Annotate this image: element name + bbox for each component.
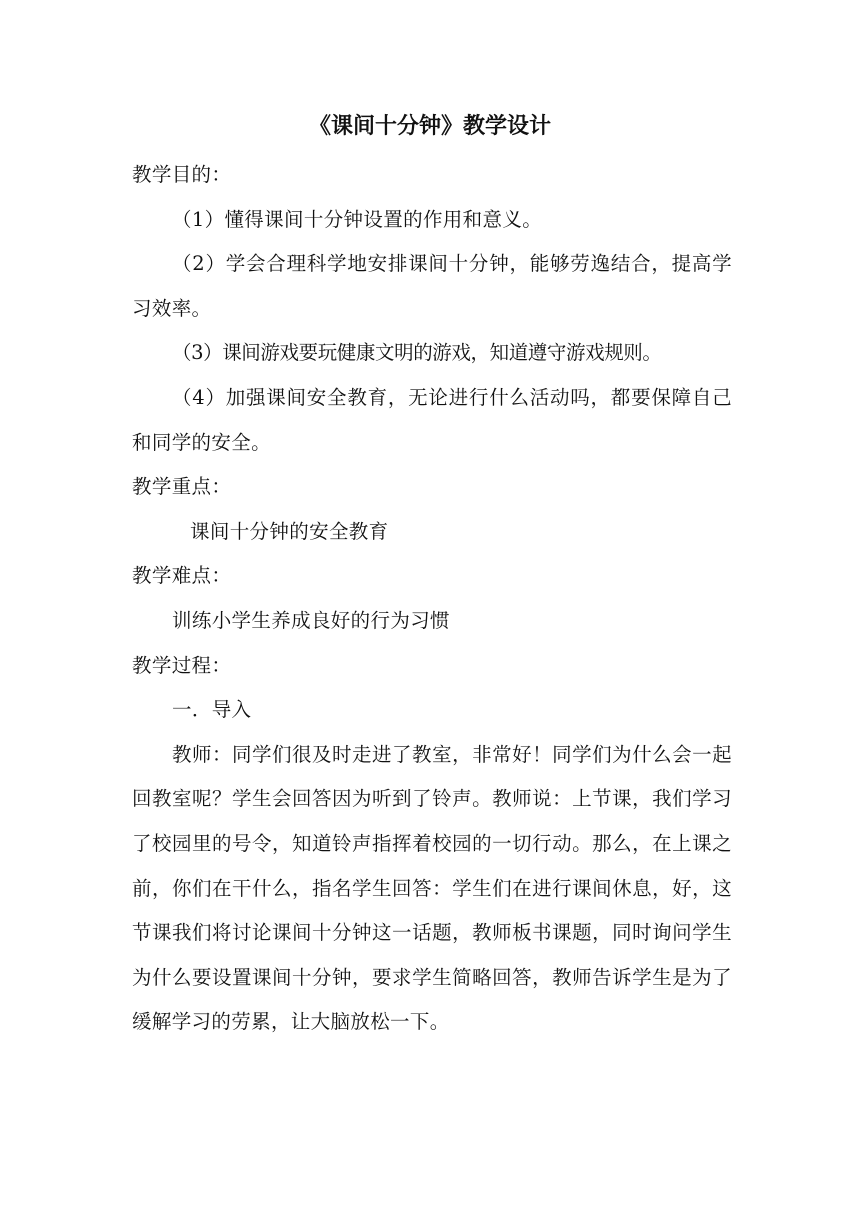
key-point-text: 课间十分钟的安全教育 <box>190 519 389 543</box>
difficulty-text: 训练小学生养成良好的行为习惯 <box>172 608 450 632</box>
key-point-heading: 教学重点： <box>132 475 232 499</box>
objectives-heading: 教学目的： <box>132 163 232 186</box>
document-title: 《课间十分钟》教学设计 <box>308 114 551 139</box>
difficulty-heading: 教学难点： <box>132 564 232 588</box>
process-step1-text: 教师：同学们很及时走进了教室，非常好！同学们为什么会一起回教室呢？学生会回答因为听到了铃声。教师说：上节课，我们学习了校园里的号令，知道铃声指挥着校园的一切行动。那么，在上课之前，你们在干什么，指名学生回答：学生们在进行课间休息，好，这节课我们将讨论课间十分钟这一话题，教师板书课题，同时询问学生为什么要设置课间十分钟，要求学生简略回答，教师告诉学生是为了缓解学习的劳累，让大脑放松一下。 <box>132 742 732 1034</box>
objective-item-2: （2）学会合理科学地安排课间十分钟，能够劳逸结合，提高学习效率。 <box>132 252 732 320</box>
document-body <box>132 153 732 1045</box>
process-step1-heading: 一．导入 <box>172 698 252 722</box>
objective-item-1: （1）懂得课间十分钟设置的作用和意义。 <box>172 207 543 231</box>
objective-item-3: （3）课间游戏要玩健康文明的游戏，知道遵守游戏规则。 <box>172 341 662 365</box>
process-heading: 教学过程： <box>132 653 232 677</box>
objective-item-4: （4）加强课间安全教育，无论进行什么活动吗，都要保障自己和同学的安全。 <box>132 385 732 454</box>
